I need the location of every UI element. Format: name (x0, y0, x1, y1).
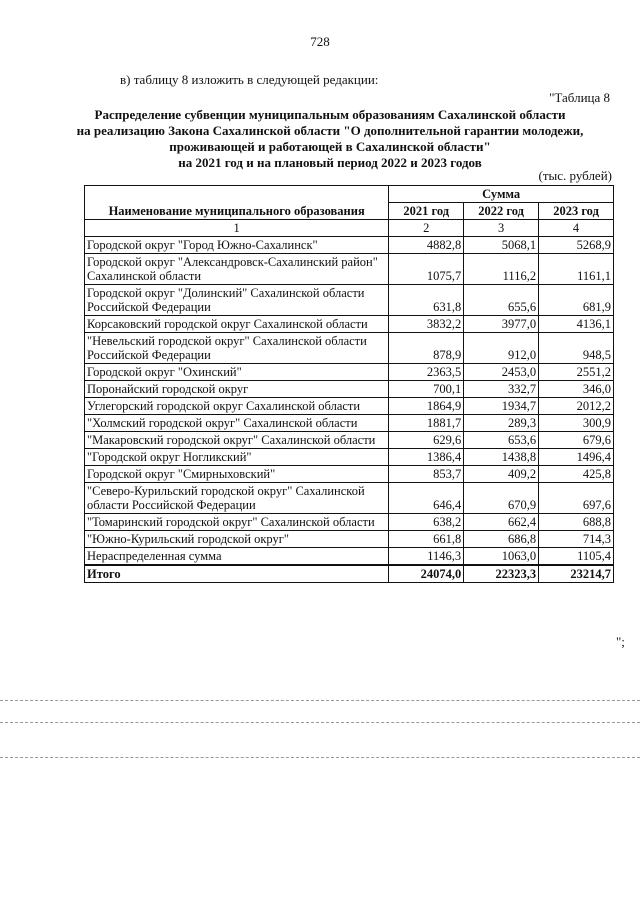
title-line: Распределение субвенции муниципальным образованиям Сахалинской области (94, 107, 566, 122)
value-2022-cell: 1063,0 (464, 548, 539, 566)
value-2022-cell: 662,4 (464, 514, 539, 531)
value-2022-cell: 409,2 (464, 466, 539, 483)
value-2023-cell: 346,0 (539, 381, 614, 398)
municipality-name-cell: "Макаровский городской округ" Сахалинской области (85, 432, 389, 449)
separator-line (0, 722, 640, 723)
header-year-2021: 2021 год (389, 203, 464, 220)
header-row (85, 186, 614, 203)
municipality-name-cell: "Городской округ Ногликский" (85, 449, 389, 466)
units-label: (тыс. рублей) (538, 168, 612, 183)
municipality-name-cell: Городской округ "Александровск-Сахалинский район" Сахалинской области (85, 254, 389, 285)
closing-mark: "; (616, 634, 625, 649)
value-2022-cell: 1934,7 (464, 398, 539, 415)
value-2023-cell: 425,8 (539, 466, 614, 483)
value-2021-cell: 878,9 (389, 333, 464, 364)
table-row (85, 449, 614, 466)
municipality-name-cell: Нераспределенная сумма (85, 548, 389, 566)
value-2023-cell: 688,8 (539, 514, 614, 531)
value-2023-cell: 681,9 (539, 285, 614, 316)
table-row (85, 483, 614, 514)
table-row (85, 514, 614, 531)
value-2023-cell: 697,6 (539, 483, 614, 514)
value-2022-cell: 670,9 (464, 483, 539, 514)
total-2021: 24074,0 (389, 565, 464, 583)
total-2022: 22323,3 (464, 565, 539, 583)
index-row (85, 220, 614, 237)
value-2023-cell: 5268,9 (539, 237, 614, 254)
value-2023-cell: 2551,2 (539, 364, 614, 381)
municipality-name-cell: "Северо-Курильский городской округ" Сахалинской области Российской Федерации (85, 483, 389, 514)
value-2021-cell: 853,7 (389, 466, 464, 483)
separator-line (0, 700, 640, 701)
total-row (85, 565, 614, 583)
value-2021-cell: 1386,4 (389, 449, 464, 466)
value-2022-cell: 1116,2 (464, 254, 539, 285)
value-2023-cell: 4136,1 (539, 316, 614, 333)
header-year-2023: 2023 год (539, 203, 614, 220)
value-2023-cell: 300,9 (539, 415, 614, 432)
municipality-name-cell: Поронайский городской округ (85, 381, 389, 398)
value-2022-cell: 2453,0 (464, 364, 539, 381)
value-2023-cell: 1161,1 (539, 254, 614, 285)
table-row (85, 254, 614, 285)
value-2021-cell: 3832,2 (389, 316, 464, 333)
table-caption: "Таблица 8 (549, 90, 610, 105)
table-body (85, 237, 614, 566)
value-2021-cell: 1075,7 (389, 254, 464, 285)
value-2023-cell: 714,3 (539, 531, 614, 548)
municipality-name-cell: Городской округ "Охинский" (85, 364, 389, 381)
subsidy-table (84, 185, 614, 583)
table-row (85, 432, 614, 449)
value-2022-cell: 686,8 (464, 531, 539, 548)
table-row (85, 333, 614, 364)
table-row (85, 316, 614, 333)
value-2021-cell: 1881,7 (389, 415, 464, 432)
value-2023-cell: 948,5 (539, 333, 614, 364)
value-2022-cell: 1438,8 (464, 449, 539, 466)
table-row (85, 531, 614, 548)
municipality-name-cell: Углегорский городской округ Сахалинской области (85, 398, 389, 415)
table-row (85, 364, 614, 381)
header-sum: Сумма (389, 186, 614, 203)
title-line: проживающей и работающей в Сахалинской области" (169, 139, 491, 154)
index-cell: 1 (85, 220, 389, 237)
value-2023-cell: 1496,4 (539, 449, 614, 466)
value-2021-cell: 631,8 (389, 285, 464, 316)
separator-line (0, 757, 640, 758)
value-2021-cell: 646,4 (389, 483, 464, 514)
total-2023: 23214,7 (539, 565, 614, 583)
title-line: на 2021 год и на плановый период 2022 и 2023 годов (178, 155, 482, 170)
value-2022-cell: 5068,1 (464, 237, 539, 254)
index-cell: 2 (389, 220, 464, 237)
value-2022-cell: 655,6 (464, 285, 539, 316)
table-row (85, 381, 614, 398)
header-year-2022: 2022 год (464, 203, 539, 220)
municipality-name-cell: "Невельский городской округ" Сахалинской области Российской Федерации (85, 333, 389, 364)
municipality-name-cell: Корсаковский городской округ Сахалинской области (85, 316, 389, 333)
table-row (85, 237, 614, 254)
index-cell: 4 (539, 220, 614, 237)
value-2023-cell: 2012,2 (539, 398, 614, 415)
table-row (85, 415, 614, 432)
intro-text: в) таблицу 8 изложить в следующей редакции: (120, 72, 379, 87)
value-2022-cell: 3977,0 (464, 316, 539, 333)
value-2022-cell: 912,0 (464, 333, 539, 364)
value-2021-cell: 2363,5 (389, 364, 464, 381)
header-municipality: Наименование муниципального образования (85, 186, 389, 220)
value-2023-cell: 679,6 (539, 432, 614, 449)
value-2021-cell: 638,2 (389, 514, 464, 531)
municipality-name-cell: "Южно-Курильский городской округ" (85, 531, 389, 548)
value-2023-cell: 1105,4 (539, 548, 614, 566)
table-row (85, 285, 614, 316)
value-2021-cell: 1864,9 (389, 398, 464, 415)
document-title (60, 107, 600, 171)
municipality-name-cell: Городской округ "Смирныховский" (85, 466, 389, 483)
page-number: 728 (310, 34, 330, 49)
value-2022-cell: 653,6 (464, 432, 539, 449)
municipality-name-cell: Городской округ "Долинский" Сахалинской области Российской Федерации (85, 285, 389, 316)
table-row (85, 548, 614, 566)
municipality-name-cell: "Томаринский городской округ" Сахалинской области (85, 514, 389, 531)
value-2021-cell: 661,8 (389, 531, 464, 548)
value-2021-cell: 629,6 (389, 432, 464, 449)
table-row (85, 398, 614, 415)
municipality-name-cell: Городской округ "Город Южно-Сахалинск" (85, 237, 389, 254)
value-2021-cell: 700,1 (389, 381, 464, 398)
municipality-name-cell: "Холмский городской округ" Сахалинской области (85, 415, 389, 432)
title-line: на реализацию Закона Сахалинской области "О дополнительной гарантии молодежи, (76, 123, 584, 138)
total-label: Итого (85, 565, 389, 583)
value-2022-cell: 289,3 (464, 415, 539, 432)
value-2022-cell: 332,7 (464, 381, 539, 398)
value-2021-cell: 4882,8 (389, 237, 464, 254)
value-2021-cell: 1146,3 (389, 548, 464, 566)
table-row (85, 466, 614, 483)
index-cell: 3 (464, 220, 539, 237)
